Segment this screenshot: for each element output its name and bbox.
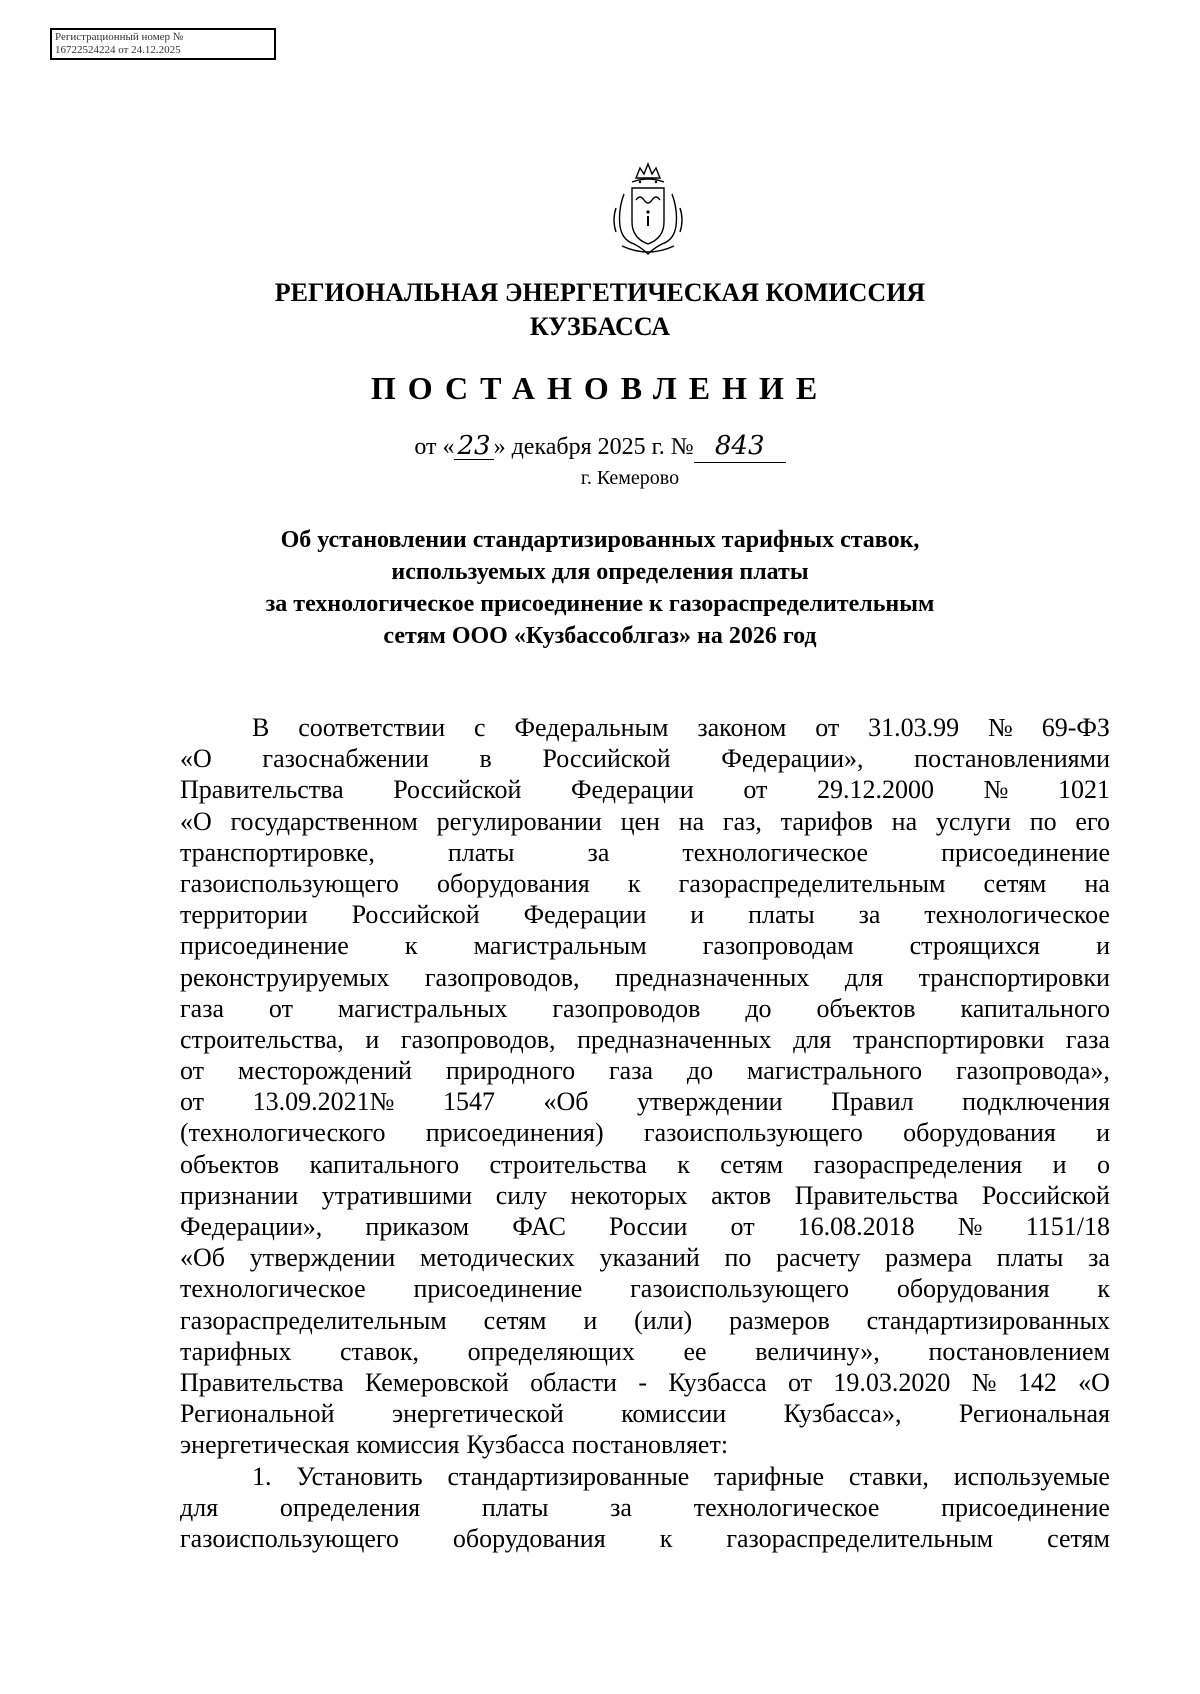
body-word: газопроводам (702, 931, 854, 961)
body-word: газа (1065, 1024, 1110, 1054)
body-line (180, 1055, 1110, 1086)
body-word: Российской (542, 744, 671, 774)
body-word: № (971, 1367, 997, 1397)
body-line (180, 1398, 1110, 1429)
body-word: России (609, 1212, 688, 1241)
body-word: некоторых (570, 1180, 688, 1210)
body-word: транспортировки (918, 962, 1110, 992)
document-type: ПОСТАНОВЛЕНИЕ (370, 370, 830, 406)
body-word: предназначенных (577, 1024, 772, 1054)
body-word: к (659, 1523, 673, 1553)
body-word: 29.12.2000 (816, 775, 934, 805)
body-word: от (180, 1056, 205, 1086)
body-line (180, 1367, 1110, 1398)
body-word: платы (447, 837, 515, 867)
body-word: для (793, 1024, 832, 1054)
body-word: газоиспользующего (630, 1274, 850, 1304)
body-word: магистральным (473, 931, 647, 961)
body-word: предназначенных (615, 962, 810, 992)
body-line (180, 1336, 1110, 1367)
body-word: до (686, 1056, 714, 1086)
body-word: технологическое (924, 900, 1110, 930)
body-word: «О (180, 744, 212, 774)
body-word: 1. (252, 1461, 272, 1491)
body-line (180, 868, 1110, 899)
body-word: за (1088, 1243, 1110, 1273)
body-word: реконструируемых (180, 962, 390, 992)
body-line (180, 1461, 1110, 1492)
body-line (180, 1211, 1110, 1242)
body-word: Кемеровской (364, 1367, 509, 1397)
body-line (180, 899, 1110, 930)
body-word: «О (1078, 1367, 1110, 1397)
body-word: капитального (960, 993, 1110, 1023)
handwritten-day: 23 (454, 433, 493, 460)
body-word: Кузбасса (668, 1367, 767, 1397)
registration-number: 16722524224 от 24.12.2025 (55, 44, 181, 56)
body-word: газопроводов (552, 993, 701, 1023)
body-word: и (1052, 1149, 1067, 1179)
body-word: 1021 (1057, 775, 1110, 805)
organization-name-line1: РЕГИОНАЛЬНАЯ ЭНЕРГЕТИЧЕСКАЯ КОМИССИЯ (274, 278, 926, 307)
date-middle: » декабря 2025 г. № (493, 434, 694, 460)
body-word: услуги (935, 806, 1011, 836)
body-line (180, 1273, 1110, 1304)
body-word: технологическое (682, 837, 869, 867)
body-word: оборудования (452, 1523, 606, 1553)
body-word: стандартизированные (447, 1461, 690, 1491)
body-word: - (638, 1367, 647, 1397)
body-word: комиссии (621, 1399, 727, 1429)
body-word: подключения (962, 1087, 1110, 1117)
body-word: размеров (729, 1305, 830, 1335)
body-word: ФАС (512, 1212, 566, 1241)
body-word: признании (180, 1180, 299, 1210)
body-word: газопроводов, (424, 962, 580, 992)
body-word: указаний (599, 1243, 700, 1273)
body-word: к (627, 868, 641, 898)
body-word: газоснабжении (262, 744, 429, 774)
body-word: строительства (489, 1149, 647, 1179)
body-word: газ, (722, 806, 762, 836)
handwritten-number: 843 (714, 431, 765, 461)
body-word: с (474, 713, 486, 742)
body-word: стандартизированных (866, 1305, 1110, 1335)
body-word: за (587, 837, 610, 867)
body-word: и (1096, 1118, 1110, 1148)
body-word: 16.08.2018 (797, 1212, 915, 1241)
body-word: 1547 (442, 1087, 495, 1117)
body-word: Установить (296, 1461, 423, 1491)
body-word: к (1097, 1274, 1110, 1304)
body-word: технологическое (693, 1492, 880, 1522)
body-word: платы (481, 1492, 549, 1522)
body-word: газоиспользующего (180, 868, 399, 898)
body-word: государственном (230, 806, 418, 836)
body-word: Российской (351, 900, 480, 930)
body-line (180, 1086, 1110, 1117)
body-word: размера (885, 1243, 973, 1273)
body-word: законом (697, 713, 787, 742)
body-line (180, 1149, 1110, 1180)
body-word: за (858, 900, 881, 930)
body-word: Правительства (180, 1367, 344, 1397)
body-word: 142 (1017, 1367, 1057, 1397)
body-word: оборудования (437, 868, 590, 898)
body-word: методических (419, 1243, 575, 1273)
document-number-field (694, 432, 786, 463)
body-word: постановлением (928, 1336, 1110, 1366)
body-word: платы (996, 1243, 1064, 1273)
body-word: № (988, 713, 1013, 742)
body-word: (технологического (180, 1118, 386, 1148)
body-word: тарифные (714, 1461, 825, 1491)
body-word: актов (711, 1180, 772, 1210)
body-word: сетям (483, 1305, 547, 1335)
body-word: используемые (953, 1461, 1110, 1491)
body-word: объектов (180, 1149, 280, 1179)
body-word: № (957, 1212, 983, 1241)
body-word: и (1096, 931, 1110, 961)
body-word: (или) (634, 1305, 693, 1335)
body-word: Кузбасса», (783, 1399, 902, 1429)
body-word: и (365, 1024, 380, 1054)
body-word: Федерации», (721, 744, 864, 774)
body-word: энергетической (391, 1399, 564, 1429)
body-word: постановлениями (914, 744, 1110, 774)
body-word: на (1084, 868, 1110, 898)
body-word: и (583, 1305, 598, 1335)
body-word: Региональная (958, 1399, 1110, 1429)
body-word: оборудования (896, 1274, 1050, 1304)
body-word: ее (683, 1336, 707, 1366)
body-word: от (815, 713, 840, 742)
body-word: к (677, 1149, 690, 1179)
body-word: Федерации (570, 775, 694, 805)
body-word: газораспределительным (726, 1523, 994, 1553)
body-word: о (1096, 1149, 1110, 1179)
body-word: природного (445, 1056, 576, 1086)
body-word: Правительства (794, 1180, 959, 1210)
body-word: сетям (720, 1149, 784, 1179)
body-word: технологическое (180, 1274, 366, 1304)
body-word: за (610, 1492, 632, 1522)
body-word: Федеральным (514, 713, 669, 742)
body-word: Федерации (523, 900, 647, 930)
body-line (180, 774, 1110, 805)
body-word: строящихся (909, 931, 1040, 961)
body-word: его (1075, 806, 1110, 836)
body-line (180, 1492, 1110, 1523)
body-word: от (730, 1212, 755, 1241)
body-word: 19.03.2020 (833, 1367, 951, 1397)
body-word: Региональной (180, 1399, 335, 1429)
body-word: силу (495, 1180, 548, 1210)
body-word: № (983, 775, 1009, 805)
body-word: Правил (831, 1087, 914, 1117)
body-word: к (404, 931, 418, 961)
body-line (180, 806, 1110, 837)
body-word: транспортировки (852, 1024, 1045, 1054)
body-word: газораспределительным (678, 868, 946, 898)
title-line: используемых для определения платы (391, 559, 809, 585)
body-word: 31.03.99 (868, 713, 960, 742)
body-word: магистральных (337, 993, 508, 1023)
coat-of-arms-emblem (610, 160, 686, 258)
body-word: платы (748, 900, 815, 930)
body-word: Правительства (180, 775, 344, 805)
body-word: на (678, 806, 705, 836)
body-word: регулировании (436, 806, 602, 836)
body-word: энергетическая (180, 1430, 350, 1460)
document-title (0, 524, 1200, 652)
body-word: ставки, (848, 1461, 929, 1491)
body-line (180, 1117, 1110, 1148)
body-line (180, 1242, 1110, 1273)
body-line (180, 1024, 1110, 1055)
body-line (180, 837, 1110, 868)
body-word: Кузбасса (466, 1430, 565, 1460)
body-word: соответствии (298, 713, 446, 742)
body-word: определения (279, 1492, 421, 1522)
body-word: оборудования (903, 1118, 1056, 1148)
body-word: 1151/18 (1025, 1212, 1110, 1241)
body-word: на (891, 806, 918, 836)
body-word: утверждении (249, 1243, 396, 1273)
organization-name-line2: КУЗБАССА (529, 312, 671, 341)
body-word: строительства, (180, 1024, 344, 1054)
body-word: присоединения) (425, 1118, 604, 1148)
body-word: величину», (755, 1336, 880, 1366)
body-word: постановляет: (571, 1430, 729, 1460)
body-word: В (252, 713, 270, 742)
body-word: в (479, 744, 492, 774)
body-word: ставок, (340, 1336, 420, 1366)
body-word: от (743, 775, 768, 805)
body-word: газоиспользующего (180, 1523, 399, 1553)
body-word: газа (180, 993, 225, 1023)
title-line: сетям ООО «Кузбассоблгаз» на 2026 год (383, 623, 817, 649)
body-word: газораспределительным (180, 1305, 447, 1335)
body-word: месторождений (237, 1056, 412, 1086)
body-line (180, 743, 1110, 774)
body-word: газопровода», (956, 1056, 1110, 1086)
body-word: присоединение (413, 1274, 583, 1304)
body-word: сетям (983, 868, 1047, 898)
body-word: цен (620, 806, 660, 836)
body-word: для (844, 962, 884, 992)
body-line (180, 993, 1110, 1024)
date-prefix: от « (414, 434, 455, 460)
body-word: объектов (816, 993, 916, 1023)
city-name: г. Кемерово (580, 467, 680, 489)
body-word: тарифов (780, 806, 873, 836)
body-word: до (745, 993, 772, 1023)
body-word: сетям (1047, 1523, 1110, 1553)
body-line (180, 712, 1110, 743)
body-word: присоединение (180, 931, 349, 961)
body-word: капитального (309, 1149, 460, 1179)
body-word: и (690, 900, 705, 930)
body-word: газоиспользующего (643, 1118, 863, 1148)
body-word: газораспределения (813, 1149, 1023, 1179)
body-line (180, 1429, 1110, 1460)
body-word: приказом (365, 1212, 470, 1241)
body-word: по (1029, 806, 1057, 836)
body-word: Российской (393, 775, 522, 805)
date-line (0, 432, 1200, 463)
document-body (180, 712, 1110, 1554)
registration-stamp (50, 28, 276, 60)
title-line: Об установлении стандартизированных тарифных ставок, (280, 527, 920, 553)
body-word: магистрального (747, 1056, 923, 1086)
body-word: газопроводов, (400, 1024, 556, 1054)
body-word: от (788, 1367, 813, 1397)
body-word: от (268, 993, 293, 1023)
body-line (180, 1523, 1110, 1554)
body-word: по (724, 1243, 752, 1273)
body-word: утратившими (321, 1180, 473, 1210)
body-word: Федерации», (180, 1212, 323, 1241)
body-word: для (180, 1492, 219, 1522)
body-word: газа (608, 1056, 653, 1086)
body-line (180, 1305, 1110, 1336)
registration-label: Регистрационный номер № (55, 31, 184, 43)
body-word: комиссия (356, 1430, 460, 1460)
body-word: присоединение (941, 1492, 1110, 1522)
body-word: утверждении (637, 1087, 783, 1117)
body-word: расчету (776, 1243, 861, 1273)
body-word: присоединение (941, 837, 1110, 867)
body-word: 69-ФЗ (1041, 713, 1110, 742)
body-word: определяющих (467, 1336, 635, 1366)
body-word: 13.09.2021№ (252, 1087, 395, 1117)
body-word: «О (180, 806, 212, 836)
body-word: территории (180, 900, 308, 930)
body-word: «Об (180, 1243, 226, 1273)
body-word: «Об (543, 1087, 589, 1117)
body-line (180, 1180, 1110, 1211)
body-line (180, 962, 1110, 993)
body-word: области (530, 1367, 617, 1397)
body-line (180, 930, 1110, 961)
body-word: Российской (981, 1180, 1110, 1210)
body-word: транспортировке, (180, 837, 375, 867)
body-word: от (180, 1087, 205, 1117)
body-word: тарифных (180, 1336, 292, 1366)
title-line: за технологическое присоединение к газораспределительным (265, 591, 935, 617)
